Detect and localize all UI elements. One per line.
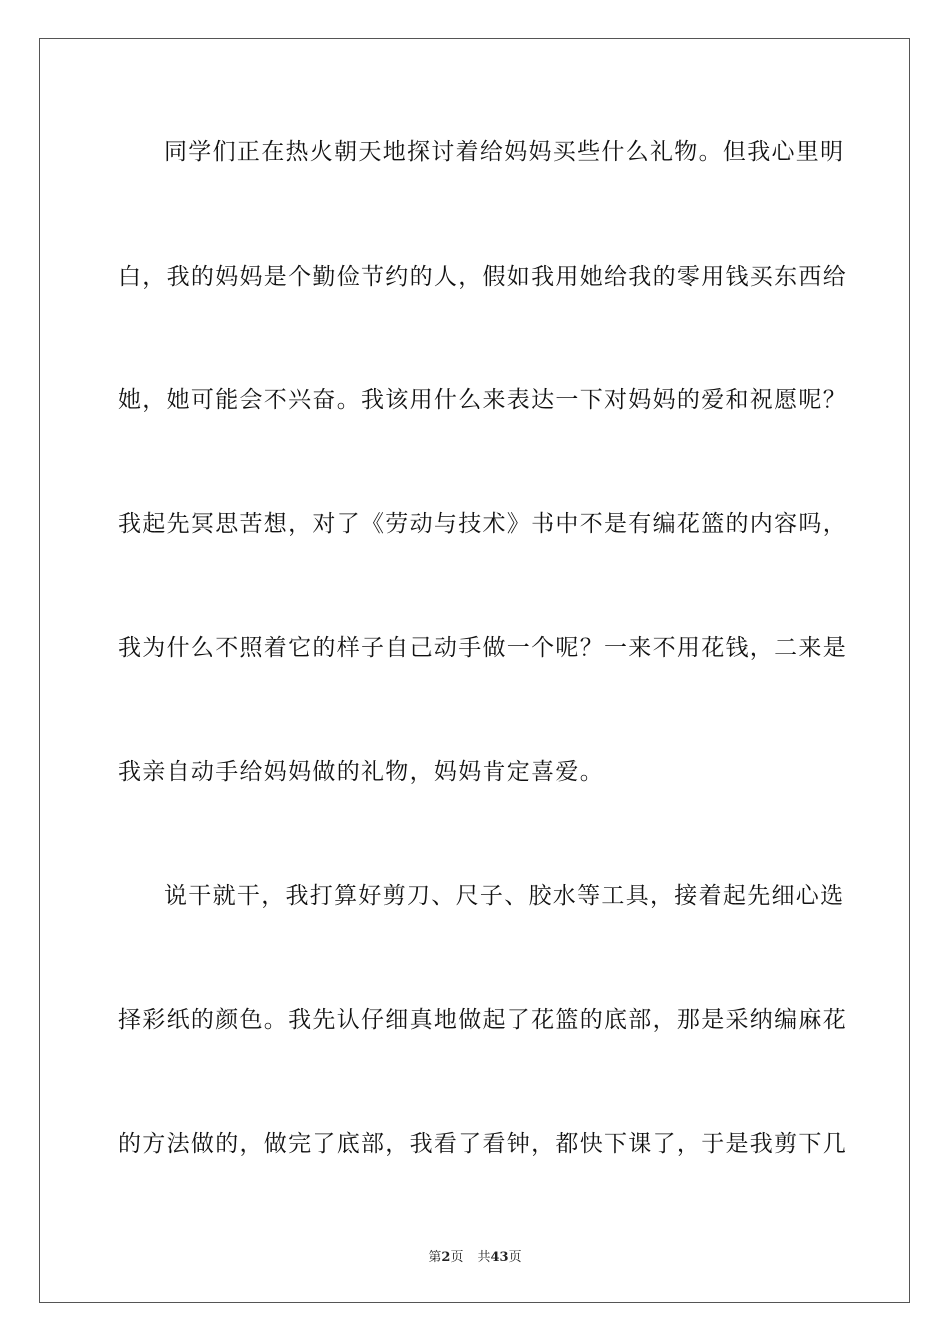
- paragraph-1-line-2: 白，我的妈妈是个勤俭节约的人，假如我用她给我的零用钱买东西给: [118, 264, 847, 290]
- paragraph-2-line-3: 的方法做的，做完了底部，我看了看钟，都快下课了，于是我剪下几: [118, 1131, 847, 1157]
- total-pages: 43: [490, 1250, 509, 1265]
- page-prefix: 第: [428, 1250, 442, 1265]
- page-border: [39, 38, 910, 1303]
- page-footer: [0, 1246, 950, 1265]
- paragraph-1-line-4: 我起先冥思苦想，对了《劳动与技术》书中不是有编花篮的内容吗，: [118, 511, 847, 537]
- page-number: 2: [441, 1250, 451, 1265]
- paragraph-2-line-1: 说干就干，我打算好剪刀、尺子、胶水等工具，接着起先细心选: [164, 883, 845, 909]
- page-suffix: 页: [450, 1250, 464, 1265]
- paragraph-1-line-6: 我亲自动手给妈妈做的礼物，妈妈肯定喜爱。: [118, 759, 604, 785]
- total-prefix: 共: [477, 1250, 491, 1265]
- paragraph-2-line-2: 择彩纸的颜色。我先认仔细真地做起了花篮的底部，那是采纳编麻花: [118, 1007, 847, 1033]
- paragraph-1-line-5: 我为什么不照着它的样子自己动手做一个呢？一来不用花钱，二来是: [118, 635, 847, 661]
- total-suffix: 页: [508, 1250, 522, 1265]
- paragraph-1-line-3: 她，她可能会不兴奋。我该用什么来表达一下对妈妈的爱和祝愿呢？: [118, 387, 847, 413]
- paragraph-1-line-1: 同学们正在热火朝天地探讨着给妈妈买些什么礼物。但我心里明: [164, 139, 845, 165]
